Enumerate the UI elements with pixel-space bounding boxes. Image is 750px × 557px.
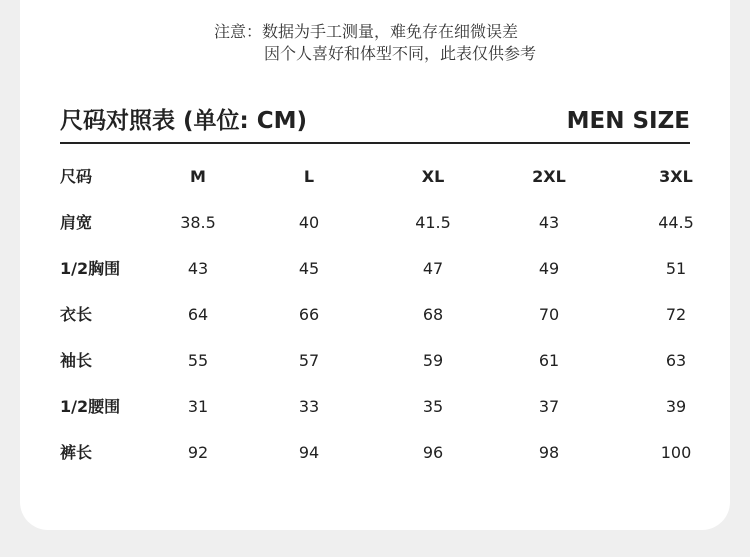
table-row	[0, 303, 750, 327]
table-cell: 94	[298, 443, 320, 462]
measurement-notice-line-2: 因个人喜好和体型不同，此表仅供参考	[264, 44, 537, 63]
table-row	[0, 211, 750, 235]
header-size-xl: XL	[421, 167, 445, 186]
table-cell: 70	[538, 305, 560, 324]
row-label: 1/2胸围	[60, 259, 121, 278]
table-cell: 33	[298, 397, 320, 416]
table-row	[0, 395, 750, 419]
title-divider	[60, 142, 690, 144]
men-size-label: MEN SIZE	[566, 108, 690, 134]
header-size-3xl: 3XL	[659, 167, 693, 186]
table-row	[0, 441, 750, 465]
header-size-label: 尺码	[60, 167, 93, 186]
header-size-2xl: 2XL	[532, 167, 566, 186]
table-cell: 96	[422, 443, 444, 462]
table-cell: 98	[538, 443, 560, 462]
header-size-l: L	[303, 167, 315, 186]
table-cell: 100	[660, 443, 692, 462]
row-label: 衣长	[60, 305, 93, 324]
table-row	[0, 257, 750, 281]
table-cell: 57	[298, 351, 320, 370]
table-cell: 44.5	[658, 213, 694, 232]
table-cell: 43	[538, 213, 560, 232]
table-cell: 41.5	[415, 213, 451, 232]
table-cell: 51	[665, 259, 687, 278]
table-row	[0, 349, 750, 373]
table-cell: 63	[665, 351, 687, 370]
table-cell: 68	[422, 305, 444, 324]
table-cell: 38.5	[180, 213, 216, 232]
table-cell: 59	[422, 351, 444, 370]
table-cell: 39	[665, 397, 687, 416]
table-cell: 49	[538, 259, 560, 278]
row-label: 1/2腰围	[60, 397, 121, 416]
size-chart-title: 尺码对照表 (单位: CM)	[60, 108, 308, 134]
table-cell: 64	[187, 305, 209, 324]
table-cell: 31	[187, 397, 209, 416]
table-cell: 72	[665, 305, 687, 324]
table-cell: 40	[298, 213, 320, 232]
measurement-notice-line-1: 注意：数据为手工测量，难免存在细微误差	[214, 22, 519, 41]
table-cell: 37	[538, 397, 560, 416]
table-cell: 61	[538, 351, 560, 370]
table-cell: 35	[422, 397, 444, 416]
table-header-row	[0, 165, 750, 189]
table-cell: 47	[422, 259, 444, 278]
table-cell: 55	[187, 351, 209, 370]
row-label: 袖长	[60, 351, 93, 370]
row-label: 肩宽	[60, 213, 93, 232]
header-size-m: M	[190, 167, 206, 186]
table-cell: 45	[298, 259, 320, 278]
table-cell: 66	[298, 305, 320, 324]
row-label: 裤长	[60, 443, 93, 462]
table-cell: 43	[187, 259, 209, 278]
table-cell: 92	[187, 443, 209, 462]
